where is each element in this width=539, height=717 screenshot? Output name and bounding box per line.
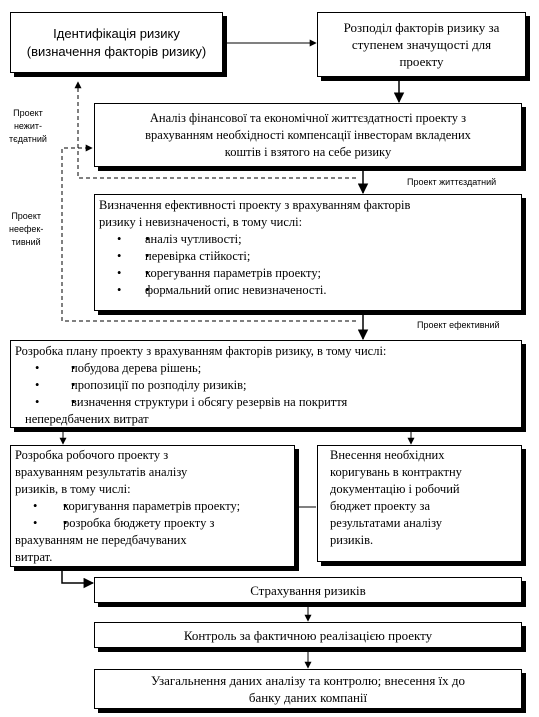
efficiency-list bbox=[99, 231, 517, 299]
financial-analysis-line1: Аналіз фінансової та економічної життєздатності проекту з bbox=[149, 110, 467, 125]
risk-identification-line1: Ідентифікація ризику bbox=[53, 25, 180, 41]
label-not-viable-line3: тєдатний bbox=[9, 134, 47, 144]
risk-distribution-line3: проекту bbox=[399, 54, 444, 69]
label-not-effective-line3: тивний bbox=[11, 237, 41, 247]
label-not-viable bbox=[9, 107, 47, 146]
project-plan-item-text: побудова дерева рішень; bbox=[71, 361, 202, 375]
contract-corrections-line3: документацію і робочий bbox=[330, 482, 460, 496]
project-plan-tail: непередбачених витрат bbox=[25, 412, 149, 426]
label-effective: Проект ефективний bbox=[417, 320, 500, 330]
efficiency-item-text: аналіз чутливості; bbox=[145, 232, 242, 246]
label-not-effective-line2: неефек- bbox=[9, 224, 44, 234]
contract-corrections-line4: бюджет проекту за bbox=[330, 499, 430, 513]
risk-distribution-box bbox=[317, 12, 526, 77]
working-project-line2: врахуванням результатів аналізу bbox=[15, 465, 188, 479]
implementation-control-text: Контроль за фактичною реалізацією проекту bbox=[183, 627, 433, 643]
project-plan-item-text: пропозиції по розподілу ризиків; bbox=[71, 378, 247, 392]
arrow-working-to-insurance bbox=[62, 568, 93, 583]
efficiency-line2: ризику і невизначеності, в тому числі: bbox=[99, 215, 303, 229]
project-plan-box bbox=[10, 340, 522, 428]
working-project-line1: Розробка робочого проекту з bbox=[15, 448, 169, 462]
project-plan-list-item: • • пропозиції по розподілу ризиків; bbox=[71, 377, 517, 394]
efficiency-item-text: формальний опис невизначеності. bbox=[145, 283, 327, 297]
efficiency-item-text: перевірка стійкості; bbox=[145, 249, 251, 263]
risk-distribution-line1: Розподіл факторів ризику за bbox=[343, 20, 500, 35]
efficiency-list-item: • • перевірка стійкості; bbox=[145, 248, 517, 265]
label-not-effective-line1: Проект bbox=[11, 211, 41, 221]
project-plan-list-item: • • побудова дерева рішень; bbox=[71, 360, 517, 377]
financial-analysis-line2: врахуванням необхідності компенсації інвесторам вкладених bbox=[145, 127, 471, 142]
project-plan-item-text: визначення структури і обсягу резервів на покриття bbox=[71, 395, 348, 409]
label-not-effective bbox=[9, 210, 43, 249]
working-project-list bbox=[15, 498, 290, 532]
project-plan-line1: Розробка плану проекту з врахуванням факторів ризику, в тому числі: bbox=[15, 344, 387, 358]
efficiency-list-item: • • формальний опис невизначеності. bbox=[145, 282, 517, 299]
project-plan-list-item: • • визначення структури і обсягу резервів на покриття bbox=[71, 394, 517, 411]
data-summary-line2: банку даних компанії bbox=[248, 690, 368, 705]
contract-corrections-line2: коригувань в контрактну bbox=[330, 465, 462, 479]
risk-insurance-box bbox=[94, 577, 522, 603]
label-not-viable-line1: Проект bbox=[13, 108, 43, 118]
data-summary-box bbox=[94, 669, 522, 709]
working-project-box bbox=[10, 445, 295, 567]
working-project-tail2: витрат. bbox=[15, 550, 53, 564]
efficiency-list-item: • • аналіз чутливості; bbox=[145, 231, 517, 248]
contract-corrections-line1: Внесення необхідних bbox=[330, 448, 445, 462]
risk-identification-line2: (визначення факторів ризику) bbox=[26, 43, 207, 59]
working-project-line3: ризиків, в тому числі: bbox=[15, 482, 131, 496]
risk-distribution-line2: ступенем значущості для bbox=[351, 37, 492, 52]
efficiency-list-item: • • корегування параметрів проекту; bbox=[145, 265, 517, 282]
contract-corrections-line6: ризиків. bbox=[330, 533, 374, 547]
working-project-tail1: врахуванням не передбачуваних bbox=[15, 533, 187, 547]
working-project-item-text: коригування параметрів проекту; bbox=[63, 499, 241, 513]
label-viable: Проект життєздатний bbox=[407, 177, 497, 187]
working-project-list-item: • • розробка бюджету проекту з bbox=[63, 515, 290, 532]
contract-corrections-line5: результатами аналізу bbox=[330, 516, 443, 530]
working-project-item-text: розробка бюджету проекту з bbox=[63, 516, 215, 530]
contract-corrections-box bbox=[317, 445, 522, 562]
financial-analysis-line3: коштів і взятого на себе ризику bbox=[224, 144, 392, 159]
risk-identification-box bbox=[10, 12, 223, 73]
financial-analysis-box bbox=[94, 103, 522, 167]
label-not-viable-line2: нежит- bbox=[13, 121, 42, 131]
data-summary-line1: Узагальнення даних аналізу та контролю; внесення їх до bbox=[150, 673, 466, 688]
efficiency-line1: Визначення ефективності проекту з врахуванням факторів bbox=[99, 198, 411, 212]
risk-insurance-text: Страхування ризиків bbox=[250, 582, 366, 598]
project-plan-list bbox=[15, 360, 517, 411]
efficiency-item-text: корегування параметрів проекту; bbox=[145, 266, 321, 280]
working-project-list-item: • • коригування параметрів проекту; bbox=[63, 498, 290, 515]
implementation-control-box bbox=[94, 622, 522, 648]
efficiency-box bbox=[94, 194, 522, 311]
